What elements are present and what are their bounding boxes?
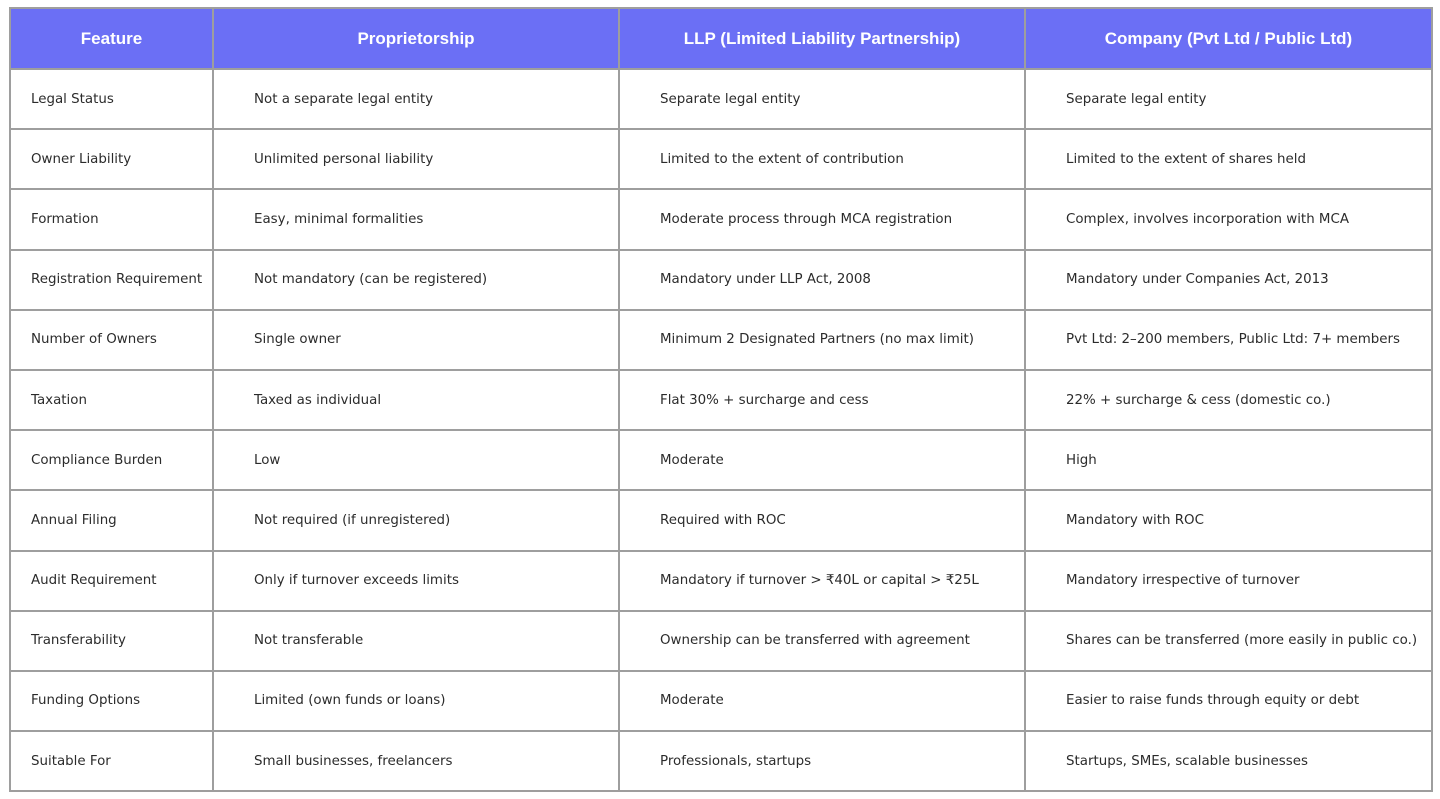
- proprietorship-cell: Single owner: [213, 310, 619, 370]
- company-cell: Mandatory under Companies Act, 2013: [1025, 250, 1432, 310]
- company-cell: Pvt Ltd: 2–200 members, Public Ltd: 7+ members: [1025, 310, 1432, 370]
- table-row: [10, 430, 1432, 490]
- llp-cell: Mandatory if turnover > ₹40L or capital > ₹25L: [619, 551, 1025, 611]
- company-cell: Complex, involves incorporation with MCA: [1025, 189, 1432, 249]
- comparison-table-container: [9, 7, 1431, 792]
- feature-cell: Annual Filing: [10, 490, 213, 550]
- company-cell: Shares can be transferred (more easily in public co.): [1025, 611, 1432, 671]
- proprietorship-cell: Not transferable: [213, 611, 619, 671]
- llp-cell: Limited to the extent of contribution: [619, 129, 1025, 189]
- proprietorship-cell: Small businesses, freelancers: [213, 731, 619, 791]
- header-row: [10, 8, 1432, 69]
- column-header-company: Company (Pvt Ltd / Public Ltd): [1025, 8, 1432, 69]
- llp-cell: Required with ROC: [619, 490, 1025, 550]
- company-cell: Limited to the extent of shares held: [1025, 129, 1432, 189]
- feature-cell: Taxation: [10, 370, 213, 430]
- proprietorship-cell: Only if turnover exceeds limits: [213, 551, 619, 611]
- column-header-llp: LLP (Limited Liability Partnership): [619, 8, 1025, 69]
- proprietorship-cell: Unlimited personal liability: [213, 129, 619, 189]
- proprietorship-cell: Not a separate legal entity: [213, 69, 619, 129]
- table-row: [10, 611, 1432, 671]
- company-cell: Easier to raise funds through equity or debt: [1025, 671, 1432, 731]
- table-row: [10, 671, 1432, 731]
- business-structure-comparison-table: [9, 7, 1433, 792]
- column-header-feature: Feature: [10, 8, 213, 69]
- table-row: [10, 551, 1432, 611]
- company-cell: 22% + surcharge & cess (domestic co.): [1025, 370, 1432, 430]
- table-row: [10, 129, 1432, 189]
- feature-cell: Audit Requirement: [10, 551, 213, 611]
- feature-cell: Formation: [10, 189, 213, 249]
- feature-cell: Suitable For: [10, 731, 213, 791]
- proprietorship-cell: Low: [213, 430, 619, 490]
- feature-cell: Owner Liability: [10, 129, 213, 189]
- proprietorship-cell: Taxed as individual: [213, 370, 619, 430]
- feature-cell: Transferability: [10, 611, 213, 671]
- proprietorship-cell: Not required (if unregistered): [213, 490, 619, 550]
- llp-cell: Ownership can be transferred with agreement: [619, 611, 1025, 671]
- proprietorship-cell: Easy, minimal formalities: [213, 189, 619, 249]
- llp-cell: Separate legal entity: [619, 69, 1025, 129]
- table-row: [10, 250, 1432, 310]
- company-cell: Mandatory with ROC: [1025, 490, 1432, 550]
- llp-cell: Flat 30% + surcharge and cess: [619, 370, 1025, 430]
- table-body: [10, 69, 1432, 791]
- table-row: [10, 189, 1432, 249]
- llp-cell: Professionals, startups: [619, 731, 1025, 791]
- proprietorship-cell: Not mandatory (can be registered): [213, 250, 619, 310]
- llp-cell: Mandatory under LLP Act, 2008: [619, 250, 1025, 310]
- table-row: [10, 490, 1432, 550]
- proprietorship-cell: Limited (own funds or loans): [213, 671, 619, 731]
- table-row: [10, 370, 1432, 430]
- feature-cell: Legal Status: [10, 69, 213, 129]
- llp-cell: Moderate process through MCA registration: [619, 189, 1025, 249]
- company-cell: Mandatory irrespective of turnover: [1025, 551, 1432, 611]
- feature-cell: Compliance Burden: [10, 430, 213, 490]
- table-row: [10, 731, 1432, 791]
- llp-cell: Minimum 2 Designated Partners (no max limit): [619, 310, 1025, 370]
- company-cell: Separate legal entity: [1025, 69, 1432, 129]
- feature-cell: Funding Options: [10, 671, 213, 731]
- llp-cell: Moderate: [619, 430, 1025, 490]
- feature-cell: Registration Requirement: [10, 250, 213, 310]
- feature-cell: Number of Owners: [10, 310, 213, 370]
- company-cell: Startups, SMEs, scalable businesses: [1025, 731, 1432, 791]
- table-header: [10, 8, 1432, 69]
- company-cell: High: [1025, 430, 1432, 490]
- table-row: [10, 69, 1432, 129]
- llp-cell: Moderate: [619, 671, 1025, 731]
- table-row: [10, 310, 1432, 370]
- column-header-proprietorship: Proprietorship: [213, 8, 619, 69]
